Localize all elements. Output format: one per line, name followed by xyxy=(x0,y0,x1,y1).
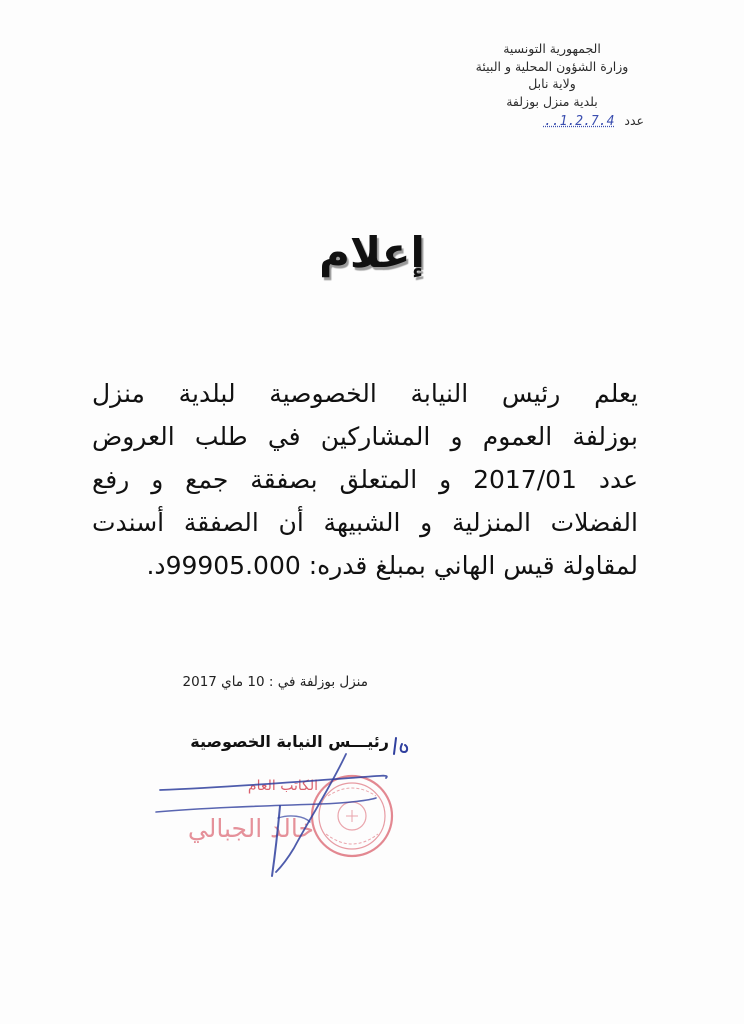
stamp-position: الكاتب العام xyxy=(247,778,318,794)
letterhead-governorate: ولاية نابل xyxy=(528,76,576,91)
reference-number-label: عدد xyxy=(624,113,644,128)
letterhead-municipality: بلدية منزل بوزلفة xyxy=(506,93,598,109)
letterhead-ministry: وزارة الشؤون المحلية و البيئة xyxy=(475,58,629,74)
reference-number-value: ..1.2.7.4 xyxy=(543,114,615,129)
body-line: الفضلات المنزلية و الشبيهة أن الصفقة أسندت xyxy=(92,508,638,537)
letterhead xyxy=(452,40,652,131)
stamp-name: خالد الجبالي xyxy=(187,814,314,843)
handwritten-signature xyxy=(150,748,410,898)
stamp-and-signature xyxy=(150,748,410,898)
body-line: يعلم رئيس النيابة الخصوصية لبلدية منزل xyxy=(92,379,638,408)
signatory-title: رئيـــس النيابة الخصوصية xyxy=(190,732,389,751)
body-line: بوزلفة العموم و المشاركين في طلب العروض xyxy=(92,422,638,451)
letterhead-republic: الجمهورية التونسية xyxy=(503,41,601,56)
place-and-date: منزل بوزلفة في : 10 ماي 2017 xyxy=(182,674,368,690)
reference-number-row xyxy=(452,112,652,131)
document-title: إعلام xyxy=(319,228,425,277)
body-line: لمقاولة قيس الهاني بمبلغ قدره: 99905.000د. xyxy=(146,551,638,580)
body-line: عدد 2017/01 و المتعلق بصفقة جمع و رفع xyxy=(92,465,638,494)
announcement-body xyxy=(92,372,638,587)
